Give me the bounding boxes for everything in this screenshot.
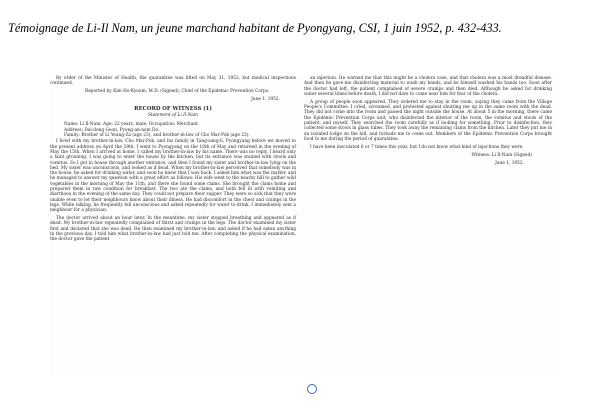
left-column xyxy=(50,76,296,245)
field-family: Family: Brother of Li Yeung-Za (age 23), and brother-in-law of Cho Mar-Pok (age 23). xyxy=(64,133,250,139)
testimony-paragraph: The doctor arrived about an hour later. In the meantime, my sister stopped breathing and appeared as if dead. My brother-in-law repeatedly complained of thirst and cramps in the legs. The doctor examined my sister first and declared that she was dead. He then examined my brother-in-law, and asked if he had eaten anything in the previous day. I told him what brother-in-law had just told me. After completing the physical examination, the doctor gave the patient xyxy=(50,216,296,243)
page-indicator-circle[interactable] xyxy=(307,384,317,394)
testimony-paragraph: A group of people soon appeared. They ordered me to stay in the room, saying they came from the Village People's Committee. I cried, screamed, and protested against shutting me up in the same room with the dead. They did not come into the room and passed the night outside the house. At about 5 in the morning, there came the Epidemic Prevention Corps unit, who disinfected the interior of the room, the vomitus and stools of the patient, and myself. They searched the room carefully as if looking for something. Prior to disinfection, they collected some stools in glass tubes. They took away the remaining clams from the kitchen. Later they put me in an isolated lodge on the hill, and forbade me to come out. Members of the Epidemic Prevention Corps brought food to me during the period of quarantine. xyxy=(304,99,552,142)
right-column xyxy=(304,76,552,169)
document-caption: Témoignage de Li-Il Nam, un jeune marchand habitant de Pyongyang, CSI, 1 juin 1952, p. 432-433. xyxy=(8,21,502,35)
witness-date: June 1, 1952. xyxy=(495,160,524,166)
report-date: June 1, 1952. xyxy=(251,97,280,103)
record-title: RECORD OF WITNESS (1) xyxy=(134,106,212,113)
field-address: Address: Dai-dong Goon, Pyong-an-nam Do. xyxy=(64,127,160,133)
testimony-paragraph: I lived with my brother-in-law, Cho Mar-Pok, and his family in Tang-sang-li, Pyongyang before we moved to the present address on April the 29th. I went to Pyongyang on the 10th of May and returned in the evening of May the 15th. When I arrived at home, I called my brother-in-law by his name. There was no reply. I heard only a faint groaning. I was going to enter the house by the kitchen, but its entrance was stained with stools and vomitus. So I got in house through another entrance, and then I found my sister and brother-in-law lying on the bed. My sister was unconscious, and looked as if dead. When my brother-in-law perceived that somebody was in the house, he asked for drinking water, and soon he knew that I was back. I asked him what was the matter, and he managed to answer my question with a great effort as follows: His wife went to the nearby hill to gather wild vegetables in the morning of May the 11th, and there she found some clams. She brought the clams home and prepared them in raw condition for breakfast. The two ate the clams, and both fell ill with vomiting and diarrhoea in the evening of the same day. They could not prepare their supper. They were so sick that they were unable even to let their neighbours know about their illness. He had discomfort in the chest and cramps in the legs. While talking, he frequently fell unconscious and asked repeatedly for water to drink. I immediately sent a neighbour for a physician. xyxy=(50,139,296,214)
reported-by-line: Reported by Kim Ho-Kyoum, M.D. (Signed), Chief of the Epidemic Prevention Corps. xyxy=(85,89,270,95)
order-paragraph: By order of the Minister of Health, the quarantine was lifted on May 31, 1952, but medical inspections continued. xyxy=(50,76,296,87)
testimony-paragraph: an injection. He warned me that this might be a cholera case, and that cholera was a most dreadful disease. And then he gave me disinfecting material to wash my hands, and he himself washed his hands too. Soon after the doctor had left, the patient complained of severe cramps and then died. Although he asked for drinking water several times before death, I did not dare to come near him for fear of the cholera. xyxy=(304,76,552,97)
witness-signature: Witness: Li Il-Nam (Signed) xyxy=(471,153,532,159)
scanned-page xyxy=(50,76,556,376)
field-name: Name: Li Il-Nam. Age: 22 years, male, Occupation: Merchant. xyxy=(64,121,200,127)
record-subtitle: Statement of Li Il-Nam xyxy=(147,113,199,119)
testimony-paragraph: I have been inoculated 6 or 7 times this year, but I do not know what kind of injections they were. xyxy=(310,144,524,150)
